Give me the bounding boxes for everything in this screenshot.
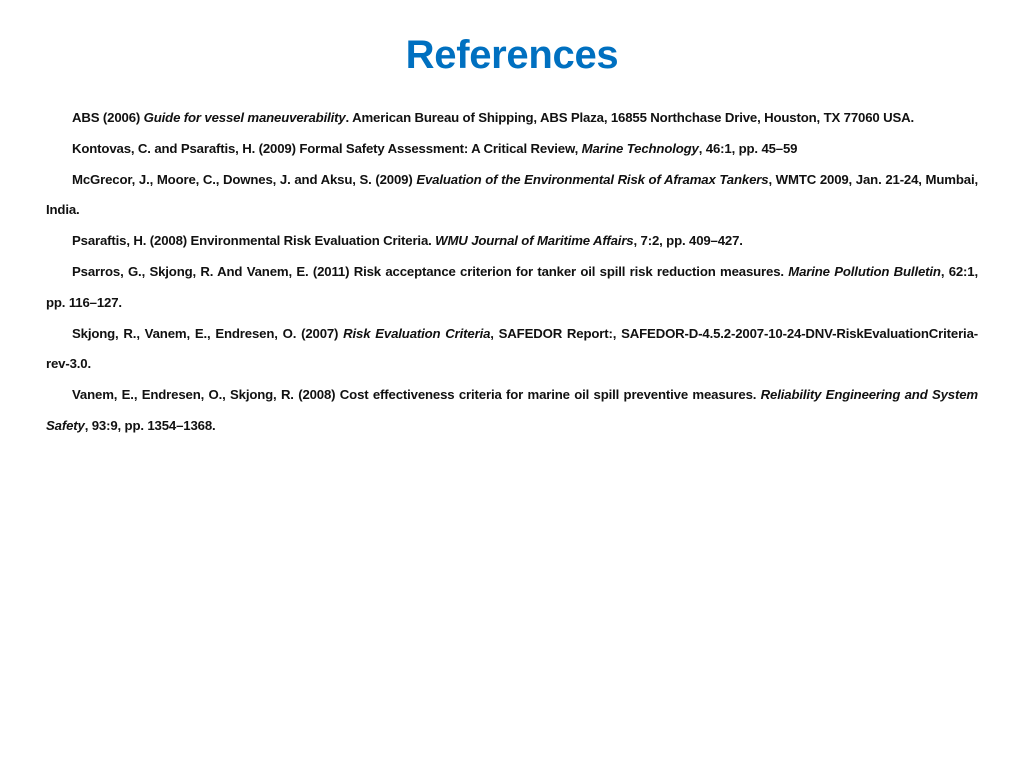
reference-list — [46, 103, 978, 442]
reference-source-title: Risk Evaluation Criteria — [343, 325, 491, 341]
reference-details: , 93:9, pp. 1354–1368. — [84, 417, 216, 433]
reference-authors: Vanem, E., Endresen, O., Skjong, R. (2008) Cost effectiveness criteria for marine oil spill preventive measures. — [72, 387, 761, 403]
reference-item — [46, 319, 978, 381]
reference-item — [46, 165, 978, 227]
reference-details: , WMTC 2009, Jan. 21-24, Mumbai, India. — [46, 171, 978, 218]
reference-item — [46, 103, 978, 134]
reference-details: , SAFEDOR Report:, SAFEDOR-D-4.5.2-2007-10-24-DNV-RiskEvaluationCriteria-rev-3.0. — [46, 325, 978, 372]
reference-authors: Skjong, R., Vanem, E., Endresen, O. (2007) — [72, 325, 344, 341]
page-title: References — [405, 33, 619, 77]
reference-source-title: Marine Technology — [581, 140, 699, 156]
reference-item — [46, 380, 978, 442]
reference-item — [46, 226, 978, 257]
reference-item — [46, 257, 978, 319]
reference-details: , 62:1, pp. 116–127. — [46, 263, 978, 310]
reference-authors: Kontovas, C. and Psaraftis, H. (2009) Formal Safety Assessment: A Critical Review, — [72, 140, 582, 156]
reference-details: , 46:1, pp. 45–59 — [698, 140, 798, 156]
reference-authors: Psarros, G., Skjong, R. And Vanem, E. (2011) Risk acceptance criterion for tanker oil spill risk reduction measures. — [72, 263, 789, 279]
reference-authors: Psaraftis, H. (2008) Environmental Risk Evaluation Criteria. — [72, 233, 436, 249]
reference-authors: ABS (2006) — [72, 110, 144, 125]
reference-item — [46, 134, 978, 165]
reference-details: , 7:2, pp. 409–427. — [633, 233, 743, 249]
reference-source-title: Evaluation of the Environmental Risk of Aframax Tankers — [416, 171, 769, 187]
reference-authors: McGrecor, J., Moore, C., Downes, J. and Aksu, S. (2009) — [72, 171, 417, 187]
reference-details: . American Bureau of Shipping, ABS Plaza, 16855 Northchase Drive, Houston, TX 77060 USA. — [345, 110, 914, 125]
reference-source-title: WMU Journal of Maritime Affairs — [435, 233, 634, 249]
reference-source-title: Guide for vessel maneuverability — [143, 110, 346, 125]
reference-source-title: Reliability Engineering and System Safety — [46, 387, 978, 433]
reference-source-title: Marine Pollution Bulletin — [788, 263, 941, 279]
